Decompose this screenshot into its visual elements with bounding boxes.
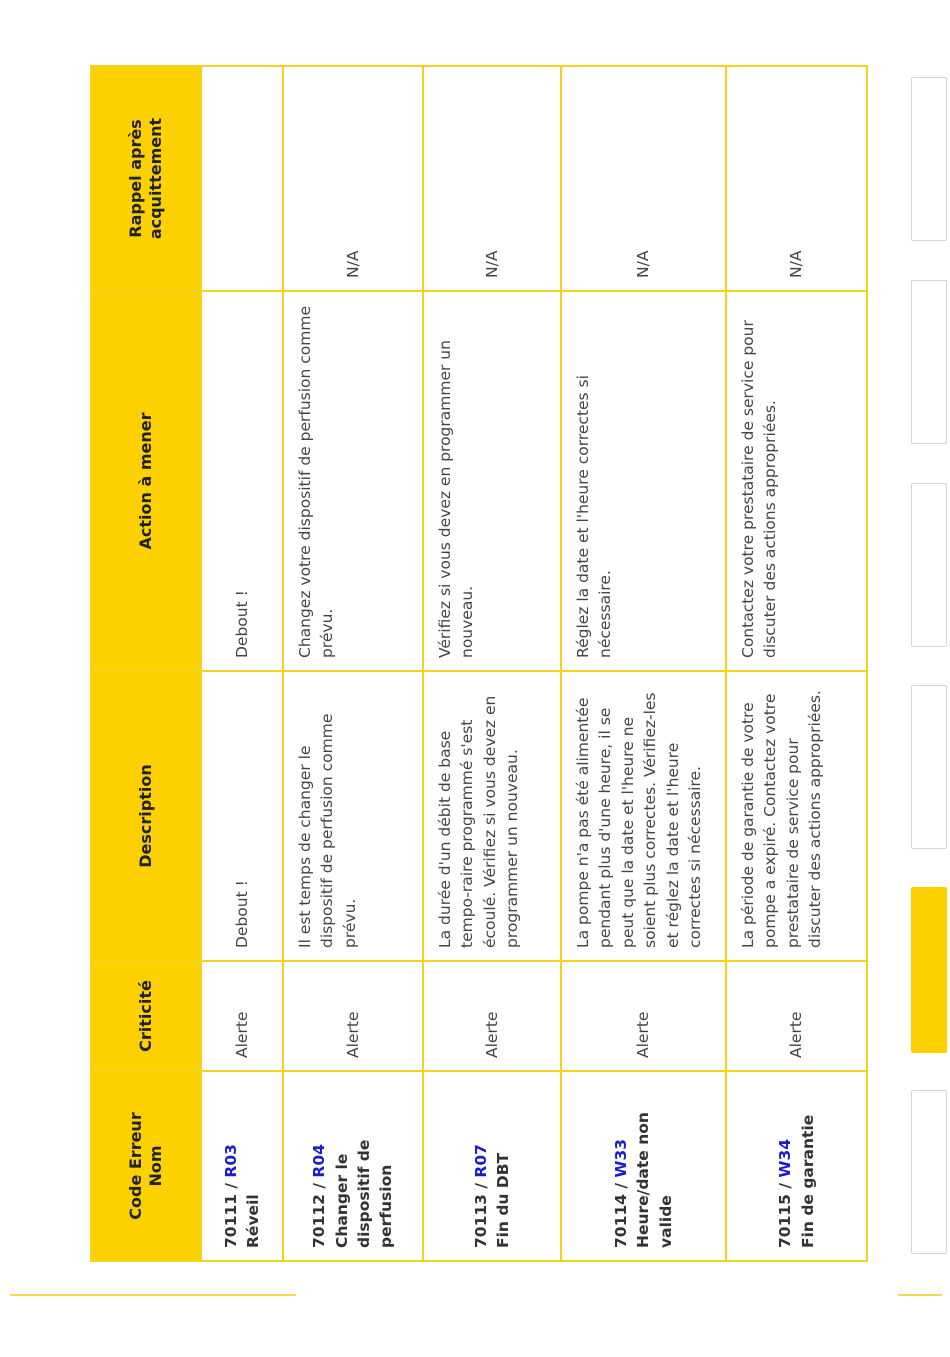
cell-code: 70113 / R07 Fin du DBT	[423, 1071, 561, 1261]
table-row	[423, 66, 561, 1261]
cell-description: La durée d'un débit de base tempo-raire programmé s'est écoulé. Vérifiez si vous devez en programmer un nouveau.	[423, 671, 561, 961]
cell-rappel: N/A	[283, 66, 423, 291]
cell-rappel: N/A	[561, 66, 726, 291]
cell-code: 70114 / W33 Heure/date non valide	[561, 1071, 726, 1261]
cell-description: La pompe n'a pas été alimentée pendant plus d'une heure, il se peut que la date et l'heure ne soient plus correctes. Vérifiez-les et réglez la date et l'heure correctes si nécessaire.	[561, 671, 726, 961]
cell-rappel: N/A	[726, 66, 867, 291]
error-ref: R04	[310, 1144, 329, 1178]
header-rappel: Rappel après acquittement	[91, 66, 201, 291]
cell-action: Debout !	[201, 291, 283, 671]
cell-description: Il est temps de changer le dispositif de perfusion comme prévu.	[283, 671, 423, 961]
error-ref: W34	[776, 1138, 795, 1178]
error-name: Changer le dispositif de perfusion	[332, 1139, 396, 1248]
error-name: Réveil	[244, 1194, 262, 1248]
table-header-row	[91, 66, 201, 1261]
table-row	[201, 66, 283, 1261]
footer-rule-left	[10, 1294, 296, 1296]
cell-criticite: Alerte	[726, 961, 867, 1071]
cell-action: Contactez votre prestataire de service pour discuter des actions appropriées.	[726, 291, 867, 671]
cell-code: 70111 / R03 Réveil	[201, 1071, 283, 1261]
cell-code: 70115 / W34 Fin de garantie	[726, 1071, 867, 1261]
cell-action: Vérifiez si vous devez en programmer un nouveau.	[423, 291, 561, 671]
error-ref: R07	[471, 1144, 490, 1178]
header-description: Description	[91, 671, 201, 961]
cell-action: Réglez la date et l'heure correctes si nécessaire.	[561, 291, 726, 671]
error-name: Heure/date non valide	[634, 1112, 675, 1248]
table-row	[726, 66, 867, 1261]
cell-action: Changez votre dispositif de perfusion comme prévu.	[283, 291, 423, 671]
cell-rappel: N/A	[423, 66, 561, 291]
cell-code: 70112 / R04 Changer le dispositif de perfusion	[283, 1071, 423, 1261]
error-ref: W33	[611, 1138, 630, 1178]
cell-description: La période de garantie de votre pompe a expiré. Contactez votre prestataire de service pour discuter des actions appropriées.	[726, 671, 867, 961]
cell-criticite: Alerte	[423, 961, 561, 1071]
cell-description: Debout !	[201, 671, 283, 961]
section-tab-3[interactable]	[911, 483, 947, 647]
error-ref: R03	[221, 1144, 240, 1178]
header-criticite: Criticité	[91, 961, 201, 1071]
section-tab-4[interactable]	[911, 685, 947, 849]
error-name: Fin du DBT	[494, 1152, 512, 1248]
error-codes-table-container	[90, 67, 830, 1262]
table-row	[561, 66, 726, 1261]
cell-rappel	[201, 66, 283, 291]
cell-criticite: Alerte	[201, 961, 283, 1071]
section-tab-1[interactable]	[911, 77, 947, 241]
table-row	[283, 66, 423, 1261]
header-code-nom: Code Erreur Nom	[91, 1071, 201, 1261]
cell-criticite: Alerte	[561, 961, 726, 1071]
cell-criticite: Alerte	[283, 961, 423, 1071]
section-tab-2[interactable]	[911, 280, 947, 444]
footer-rule-right	[898, 1294, 942, 1296]
section-tab-5-active[interactable]	[911, 887, 947, 1053]
header-action: Action à mener	[91, 291, 201, 671]
error-codes-table	[90, 65, 868, 1262]
section-tab-6[interactable]	[911, 1090, 947, 1254]
error-name: Fin de garantie	[798, 1114, 817, 1248]
